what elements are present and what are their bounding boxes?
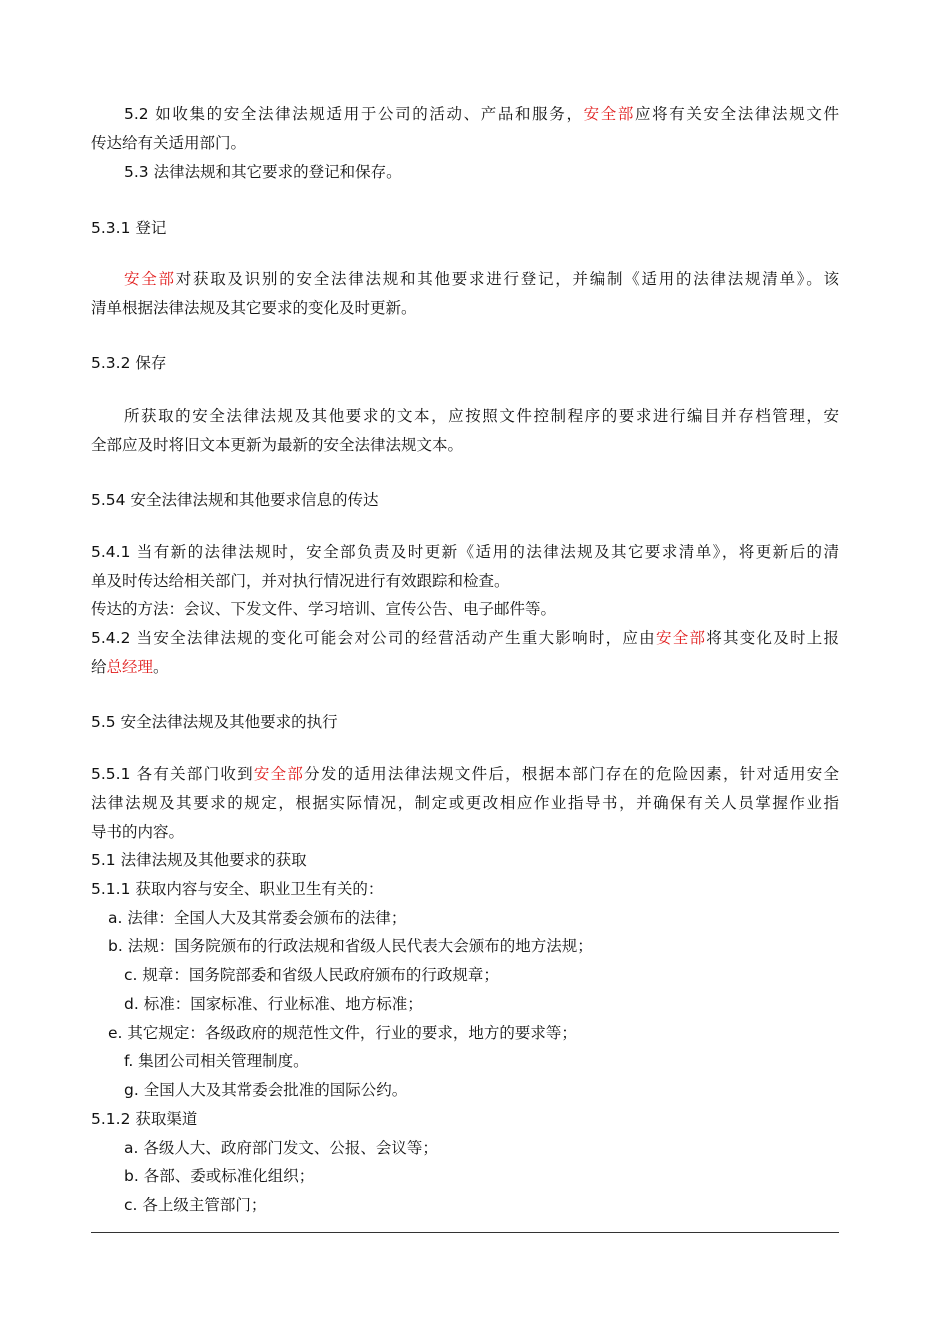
text: 5.4.2 当安全法律法规的变化可能会对公司的经营活动产生重大影响时，应由 [91,629,656,647]
s542-line1 [91,624,839,653]
list-item: b. 法规：国务院颁布的行政法规和省级人民代表大会颁布的地方法规； [108,937,593,955]
s551-line2: 法律法规及其要求的规定，根据实际情况，制定或更改相应作业指导书，并确保有关人员掌握作业指 [91,794,839,812]
s532-line1: 所获取的安全法律法规及其他要求的文本，应按照文件控制程序的要求进行编目并存档管理，安 [124,407,839,425]
s541-line2: 单及时传达给相关部门，并对执行情况进行有效跟踪和检查。 [91,572,510,590]
text: 应将有关安全法律法规文件 [634,105,839,123]
s531-line2: 清单根据法律法规及其它要求的变化及时更新。 [91,299,417,317]
s53-title: 5.3 法律法规和其它要求的登记和保存。 [124,163,402,181]
highlight-dept: 安全部 [655,629,707,647]
text: 。 [153,658,169,676]
footer-divider [91,1232,839,1233]
s551-line1 [91,760,839,789]
list-item: c. 各上级主管部门； [124,1196,267,1214]
s55-title: 5.5 安全法律法规及其他要求的执行 [91,713,338,731]
s52-line2: 传达给有关适用部门。 [91,134,247,152]
list-item: a. 法律：全国人大及其常委会颁布的法律； [108,909,407,927]
highlight-manager: 总经理 [106,658,154,676]
s542-line2 [91,653,839,682]
s512-title: 5.1.2 获取渠道 [91,1110,198,1128]
s532-line2: 全部应及时将旧文本更新为最新的安全法律法规文本。 [91,436,464,454]
s51-title: 5.1 法律法规及其他要求的获取 [91,851,307,869]
s551-line3: 导书的内容。 [91,823,185,841]
list-item: c. 规章：国务院部委和省级人民政府颁布的行政规章； [124,966,499,984]
highlight-dept: 安全部 [253,765,305,783]
list-item: b. 各部、委或标准化组织； [124,1167,315,1185]
text: 分发的适用法律法规文件后，根据本部门存在的危险因素，针对适用安全 [304,765,839,783]
highlight-dept: 安全部 [583,105,635,123]
list-item: a. 各级人大、政府部门发文、公报、会议等； [124,1139,438,1157]
s541-line1: 5.4.1 当有新的法律法规时，安全部负责及时更新《适用的法律法规及其它要求清单》，将更新后的清 [91,543,839,561]
text: 给 [91,658,107,676]
s531-line1 [124,265,839,294]
list-item: e. 其它规定：各级政府的规范性文件，行业的要求，地方的要求等； [108,1024,577,1042]
text: 对获取及识别的安全法律法规和其他要求进行登记，并编制《适用的法律法规清单》。该 [175,270,839,288]
list-item: f. 集团公司相关管理制度。 [124,1052,309,1070]
s541-method: 传达的方法：会议、下发文件、学习培训、宣传公告、电子邮件等。 [91,600,557,618]
text: 5.5.1 各有关部门收到 [91,765,254,783]
list-item: d. 标准：国家标准、行业标准、地方标准； [124,995,423,1013]
s511-title: 5.1.1 获取内容与安全、职业卫生有关的： [91,880,384,898]
text: 将其变化及时上报 [706,629,839,647]
s532-title: 5.3.2 保存 [91,354,167,372]
s531-title: 5.3.1 登记 [91,219,167,237]
s54-title: 5.54 安全法律法规和其他要求信息的传达 [91,491,379,509]
highlight-dept: 安全部 [124,270,176,288]
s52-line1 [124,100,839,129]
list-item: g. 全国人大及其常委会批准的国际公约。 [124,1081,408,1099]
text: 5.2 如收集的安全法律法规适用于公司的活动、产品和服务， [124,105,584,123]
